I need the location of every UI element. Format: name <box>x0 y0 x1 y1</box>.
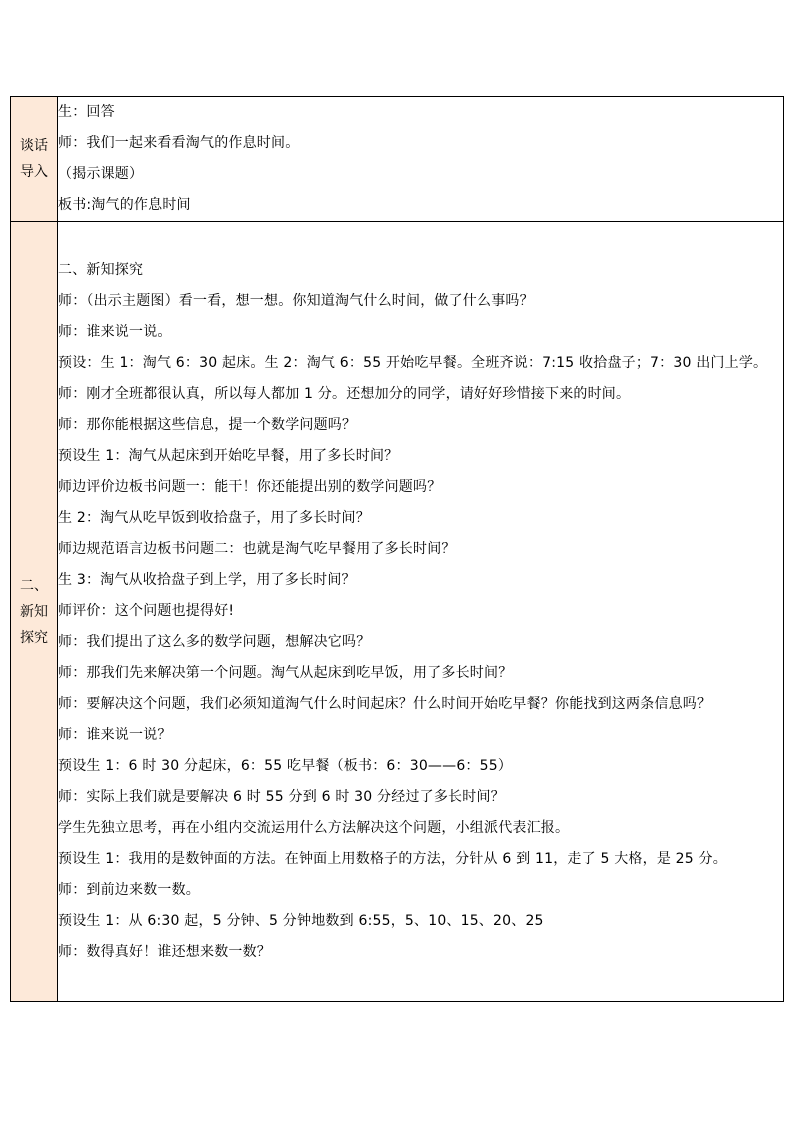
section-content-explore <box>58 222 784 1002</box>
label-line: 导入 <box>20 164 48 180</box>
text-line: 生 2：淘气从吃早饭到收拾盘子，用了多长时间？ <box>58 510 370 526</box>
text-line: 师：要解决这个问题，我们必须知道淘气什么时间起床？什么时间开始吃早餐？你能找到这两条信息吗？ <box>58 696 712 712</box>
text-line: 生：回答 <box>58 104 115 120</box>
label-line: 探究 <box>20 629 48 646</box>
text-line: 生 3：淘气从收拾盘子到上学，用了多长时间？ <box>58 572 356 588</box>
text-line: 师：实际上我们就是要解决 6 时 55 分到 6 时 30 分经过了多长时间？ <box>58 789 505 805</box>
text-line: 师：我们提出了这么多的数学问题，想解决它吗？ <box>58 634 371 650</box>
section-content-intro <box>58 97 784 222</box>
section-label-intro <box>11 97 58 222</box>
text-line: 师：刚才全班都很认真，所以每人都加 1 分。还想加分的同学，请好好珍惜接下来的时间。 <box>58 386 631 402</box>
table-row-explore <box>11 222 784 1002</box>
text-line: 师：我们一起来看看淘气的作息时间。 <box>58 135 300 151</box>
text-line: 预设生 1：我用的是数钟面的方法。在钟面上用数格子的方法，分针从 6 到 11，走了 5 大格，是 25 分。 <box>58 851 727 867</box>
label-line: 新知 <box>20 603 48 620</box>
text-line: 预设生 1：从 6:30 起，5 分钟、5 分钟地数到 6:55，5、10、15、20、25 <box>58 913 544 929</box>
text-line: 师：（出示主题图）看一看，想一想。你知道淘气什么时间，做了什么事吗？ <box>58 293 534 309</box>
text-line: 师：那我们先来解决第一个问题。淘气从起床到吃早饭，用了多长时间？ <box>58 665 513 681</box>
label-line: 谈话 <box>20 138 48 154</box>
text-line: 师：数得真好！谁还想来数一数？ <box>58 944 271 960</box>
lesson-plan-table <box>10 96 784 1002</box>
table-row-intro <box>11 97 784 222</box>
label-line: 二、 <box>20 577 48 594</box>
text-line: 预设生 1：6 时 30 分起床，6：55 吃早餐（板书：6：30——6：55） <box>58 758 513 774</box>
text-line: 师边规范语言边板书问题二：也就是淘气吃早餐用了多长时间？ <box>58 541 456 557</box>
text-line: 师：到前边来数一数。 <box>58 882 200 898</box>
text-line: 师：谁来说一说？ <box>58 727 172 743</box>
text-line: 预设生 1：淘气从起床到开始吃早餐，用了多长时间？ <box>58 448 399 464</box>
text-line: 预设：生 1：淘气 6：30 起床。生 2：淘气 6：55 开始吃早餐。全班齐说：7:15 收拾盘子；7：30 出门上学。 <box>58 355 768 371</box>
text-line: 学生先独立思考，再在小组内交流运用什么方法解决这个问题，小组派代表汇报。 <box>58 820 570 836</box>
text-line: 师边评价边板书问题一：能干！你还能提出别的数学问题吗？ <box>58 479 442 495</box>
text-line: 二、新知探究 <box>58 262 144 278</box>
text-line: 师：谁来说一说。 <box>58 324 172 340</box>
text-line: （揭示课题） <box>58 166 144 182</box>
text-line: 师评价：这个问题也提得好! <box>58 603 235 619</box>
text-line: 板书:淘气的作息时间 <box>58 197 191 213</box>
text-line: 师：那你能根据这些信息，提一个数学问题吗？ <box>58 417 357 433</box>
section-label-explore <box>11 222 58 1002</box>
